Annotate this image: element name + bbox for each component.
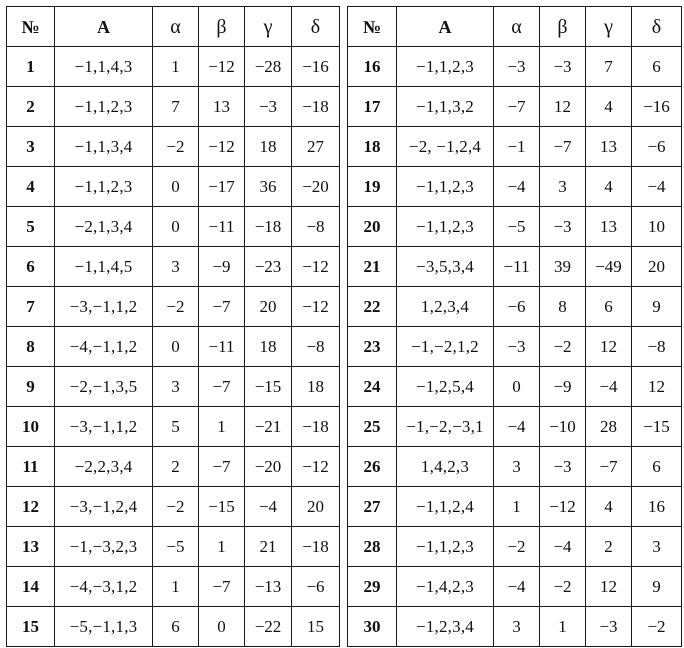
set-a: −1,4,2,3 bbox=[397, 567, 494, 607]
delta-value: −15 bbox=[632, 407, 682, 447]
gamma-value: 4 bbox=[586, 487, 632, 527]
variant-number: 26 bbox=[348, 447, 397, 487]
gamma-value: −18 bbox=[245, 207, 292, 247]
header-delta: δ bbox=[632, 7, 682, 47]
alpha-value: 7 bbox=[153, 87, 199, 127]
variant-number: 8 bbox=[7, 327, 55, 367]
table-row bbox=[7, 207, 340, 247]
gamma-value: −3 bbox=[586, 607, 632, 647]
delta-value: 15 bbox=[292, 607, 340, 647]
set-a: −1,1,2,3 bbox=[55, 87, 153, 127]
delta-value: −16 bbox=[632, 87, 682, 127]
table-row bbox=[348, 527, 682, 567]
table-row bbox=[7, 527, 340, 567]
alpha-value: 0 bbox=[153, 207, 199, 247]
gamma-value: −20 bbox=[245, 447, 292, 487]
set-a: −1,−2,1,2 bbox=[397, 327, 494, 367]
variant-number: 3 bbox=[7, 127, 55, 167]
beta-value: −3 bbox=[540, 447, 586, 487]
gamma-value: 4 bbox=[586, 167, 632, 207]
set-a: −1,1,2,3 bbox=[397, 47, 494, 87]
delta-value: 10 bbox=[632, 207, 682, 247]
beta-value: −17 bbox=[199, 167, 245, 207]
header-beta: β bbox=[199, 7, 245, 47]
table-row bbox=[7, 87, 340, 127]
gamma-value: 13 bbox=[586, 207, 632, 247]
alpha-value: −5 bbox=[153, 527, 199, 567]
variant-number: 19 bbox=[348, 167, 397, 207]
set-a: −1,1,2,3 bbox=[397, 207, 494, 247]
delta-value: −16 bbox=[292, 47, 340, 87]
alpha-value: −3 bbox=[494, 327, 540, 367]
table-row bbox=[7, 167, 340, 207]
gamma-value: −7 bbox=[586, 447, 632, 487]
alpha-value: −2 bbox=[153, 287, 199, 327]
delta-value: 16 bbox=[632, 487, 682, 527]
alpha-value: 3 bbox=[494, 607, 540, 647]
gamma-value: 21 bbox=[245, 527, 292, 567]
delta-value: −6 bbox=[292, 567, 340, 607]
delta-value: 3 bbox=[632, 527, 682, 567]
alpha-value: −4 bbox=[494, 407, 540, 447]
delta-value: −8 bbox=[292, 327, 340, 367]
beta-value: −4 bbox=[540, 527, 586, 567]
delta-value: −18 bbox=[292, 407, 340, 447]
beta-value: −7 bbox=[199, 567, 245, 607]
set-a: 1,2,3,4 bbox=[397, 287, 494, 327]
variant-number: 27 bbox=[348, 487, 397, 527]
gamma-value: 28 bbox=[586, 407, 632, 447]
alpha-value: −2 bbox=[153, 127, 199, 167]
gamma-value: 36 bbox=[245, 167, 292, 207]
delta-value: −18 bbox=[292, 87, 340, 127]
set-a: −1,2,3,4 bbox=[397, 607, 494, 647]
header-number: № bbox=[348, 7, 397, 47]
header-row bbox=[348, 7, 682, 47]
set-a: −1,−2,−3,1 bbox=[397, 407, 494, 447]
set-a: −3,−1,2,4 bbox=[55, 487, 153, 527]
alpha-value: 1 bbox=[153, 567, 199, 607]
gamma-value: 18 bbox=[245, 327, 292, 367]
alpha-value: 3 bbox=[494, 447, 540, 487]
delta-value: −18 bbox=[292, 527, 340, 567]
alpha-value: −5 bbox=[494, 207, 540, 247]
header-gamma: γ bbox=[245, 7, 292, 47]
beta-value: −11 bbox=[199, 207, 245, 247]
beta-value: 8 bbox=[540, 287, 586, 327]
gamma-value: 4 bbox=[586, 87, 632, 127]
header-set-a: A bbox=[55, 7, 153, 47]
delta-value: 20 bbox=[292, 487, 340, 527]
variant-number: 29 bbox=[348, 567, 397, 607]
delta-value: 18 bbox=[292, 367, 340, 407]
alpha-value: 0 bbox=[153, 167, 199, 207]
alpha-value: 6 bbox=[153, 607, 199, 647]
delta-value: 6 bbox=[632, 447, 682, 487]
table-row bbox=[7, 447, 340, 487]
delta-value: −20 bbox=[292, 167, 340, 207]
set-a: 1,4,2,3 bbox=[397, 447, 494, 487]
variants-table-right bbox=[347, 6, 682, 647]
gamma-value: −28 bbox=[245, 47, 292, 87]
delta-value: −2 bbox=[632, 607, 682, 647]
variant-number: 23 bbox=[348, 327, 397, 367]
variant-number: 24 bbox=[348, 367, 397, 407]
gamma-value: 2 bbox=[586, 527, 632, 567]
alpha-value: 1 bbox=[153, 47, 199, 87]
table-row bbox=[348, 287, 682, 327]
table-row bbox=[7, 367, 340, 407]
set-a: −3,−1,1,2 bbox=[55, 287, 153, 327]
alpha-value: 3 bbox=[153, 367, 199, 407]
table-row bbox=[7, 487, 340, 527]
set-a: −1,1,2,3 bbox=[55, 167, 153, 207]
beta-value: −7 bbox=[540, 127, 586, 167]
beta-value: 0 bbox=[199, 607, 245, 647]
set-a: −1,1,2,3 bbox=[397, 527, 494, 567]
gamma-value: −49 bbox=[586, 247, 632, 287]
gamma-value: −15 bbox=[245, 367, 292, 407]
variant-number: 30 bbox=[348, 607, 397, 647]
set-a: −4,−1,1,2 bbox=[55, 327, 153, 367]
set-a: −1,2,5,4 bbox=[397, 367, 494, 407]
variant-number: 25 bbox=[348, 407, 397, 447]
alpha-value: −4 bbox=[494, 567, 540, 607]
gamma-value: 12 bbox=[586, 327, 632, 367]
gamma-value: 12 bbox=[586, 567, 632, 607]
table-row bbox=[348, 447, 682, 487]
set-a: −1,1,2,3 bbox=[397, 167, 494, 207]
beta-value: 1 bbox=[199, 407, 245, 447]
alpha-value: −4 bbox=[494, 167, 540, 207]
table-row bbox=[348, 87, 682, 127]
table-row bbox=[348, 327, 682, 367]
beta-value: −12 bbox=[199, 127, 245, 167]
header-number: № bbox=[7, 7, 55, 47]
beta-value: −9 bbox=[540, 367, 586, 407]
set-a: −2, −1,2,4 bbox=[397, 127, 494, 167]
variant-number: 16 bbox=[348, 47, 397, 87]
variant-number: 10 bbox=[7, 407, 55, 447]
variant-number: 22 bbox=[348, 287, 397, 327]
beta-value: −3 bbox=[540, 207, 586, 247]
gamma-value: −4 bbox=[245, 487, 292, 527]
set-a: −2,−1,3,5 bbox=[55, 367, 153, 407]
header-set-a: A bbox=[397, 7, 494, 47]
beta-value: −7 bbox=[199, 287, 245, 327]
beta-value: 39 bbox=[540, 247, 586, 287]
header-delta: δ bbox=[292, 7, 340, 47]
gamma-value: 13 bbox=[586, 127, 632, 167]
variant-number: 12 bbox=[7, 487, 55, 527]
variant-number: 14 bbox=[7, 567, 55, 607]
beta-value: 13 bbox=[199, 87, 245, 127]
delta-value: 12 bbox=[632, 367, 682, 407]
variant-number: 13 bbox=[7, 527, 55, 567]
beta-value: −12 bbox=[199, 47, 245, 87]
gamma-value: −3 bbox=[245, 87, 292, 127]
gamma-value: −23 bbox=[245, 247, 292, 287]
table-row bbox=[7, 287, 340, 327]
table-row bbox=[7, 567, 340, 607]
beta-value: 3 bbox=[540, 167, 586, 207]
set-a: −2,2,3,4 bbox=[55, 447, 153, 487]
gamma-value: −13 bbox=[245, 567, 292, 607]
alpha-value: −3 bbox=[494, 47, 540, 87]
alpha-value: 2 bbox=[153, 447, 199, 487]
table-row bbox=[348, 367, 682, 407]
set-a: −1,−3,2,3 bbox=[55, 527, 153, 567]
set-a: −3,5,3,4 bbox=[397, 247, 494, 287]
alpha-value: −1 bbox=[494, 127, 540, 167]
alpha-value: 0 bbox=[494, 367, 540, 407]
variant-number: 21 bbox=[348, 247, 397, 287]
table-row bbox=[348, 607, 682, 647]
set-a: −1,1,3,4 bbox=[55, 127, 153, 167]
delta-value: −8 bbox=[632, 327, 682, 367]
variant-number: 18 bbox=[348, 127, 397, 167]
header-row bbox=[7, 7, 340, 47]
alpha-value: −2 bbox=[494, 527, 540, 567]
beta-value: −7 bbox=[199, 367, 245, 407]
alpha-value: −11 bbox=[494, 247, 540, 287]
variants-table-left bbox=[6, 6, 340, 647]
table-row bbox=[348, 487, 682, 527]
variant-number: 4 bbox=[7, 167, 55, 207]
delta-value: −12 bbox=[292, 287, 340, 327]
alpha-value: 5 bbox=[153, 407, 199, 447]
delta-value: −6 bbox=[632, 127, 682, 167]
delta-value: 6 bbox=[632, 47, 682, 87]
beta-value: −2 bbox=[540, 567, 586, 607]
table-row bbox=[348, 47, 682, 87]
set-a: −1,1,2,4 bbox=[397, 487, 494, 527]
variant-number: 1 bbox=[7, 47, 55, 87]
variant-number: 11 bbox=[7, 447, 55, 487]
beta-value: −11 bbox=[199, 327, 245, 367]
table-row bbox=[7, 607, 340, 647]
table-row bbox=[348, 247, 682, 287]
variant-number: 7 bbox=[7, 287, 55, 327]
variant-number: 17 bbox=[348, 87, 397, 127]
table-row bbox=[348, 407, 682, 447]
beta-value: −10 bbox=[540, 407, 586, 447]
header-alpha: α bbox=[153, 7, 199, 47]
beta-value: 12 bbox=[540, 87, 586, 127]
variant-number: 5 bbox=[7, 207, 55, 247]
alpha-value: 0 bbox=[153, 327, 199, 367]
gamma-value: −4 bbox=[586, 367, 632, 407]
alpha-value: −7 bbox=[494, 87, 540, 127]
beta-value: −2 bbox=[540, 327, 586, 367]
gamma-value: 7 bbox=[586, 47, 632, 87]
beta-value: −15 bbox=[199, 487, 245, 527]
gamma-value: 18 bbox=[245, 127, 292, 167]
table-row bbox=[7, 407, 340, 447]
table-row bbox=[348, 567, 682, 607]
header-beta: β bbox=[540, 7, 586, 47]
variant-number: 9 bbox=[7, 367, 55, 407]
variant-number: 6 bbox=[7, 247, 55, 287]
table-row bbox=[348, 127, 682, 167]
table-row bbox=[7, 327, 340, 367]
delta-value: 9 bbox=[632, 287, 682, 327]
gamma-value: −21 bbox=[245, 407, 292, 447]
beta-value: −12 bbox=[540, 487, 586, 527]
variant-number: 15 bbox=[7, 607, 55, 647]
delta-value: −4 bbox=[632, 167, 682, 207]
delta-value: 27 bbox=[292, 127, 340, 167]
delta-value: −12 bbox=[292, 247, 340, 287]
variant-number: 28 bbox=[348, 527, 397, 567]
variant-number: 20 bbox=[348, 207, 397, 247]
table-row bbox=[348, 167, 682, 207]
beta-value: 1 bbox=[540, 607, 586, 647]
set-a: −4,−3,1,2 bbox=[55, 567, 153, 607]
alpha-value: 1 bbox=[494, 487, 540, 527]
beta-value: 1 bbox=[199, 527, 245, 567]
set-a: −3,−1,1,2 bbox=[55, 407, 153, 447]
gamma-value: 6 bbox=[586, 287, 632, 327]
table-row bbox=[348, 207, 682, 247]
header-gamma: γ bbox=[586, 7, 632, 47]
variant-number: 2 bbox=[7, 87, 55, 127]
alpha-value: −6 bbox=[494, 287, 540, 327]
set-a: −1,1,4,5 bbox=[55, 247, 153, 287]
beta-value: −9 bbox=[199, 247, 245, 287]
alpha-value: 3 bbox=[153, 247, 199, 287]
gamma-value: 20 bbox=[245, 287, 292, 327]
table-row bbox=[7, 47, 340, 87]
alpha-value: −2 bbox=[153, 487, 199, 527]
beta-value: −7 bbox=[199, 447, 245, 487]
set-a: −1,1,3,2 bbox=[397, 87, 494, 127]
delta-value: 9 bbox=[632, 567, 682, 607]
gamma-value: −22 bbox=[245, 607, 292, 647]
beta-value: −3 bbox=[540, 47, 586, 87]
set-a: −2,1,3,4 bbox=[55, 207, 153, 247]
set-a: −5,−1,1,3 bbox=[55, 607, 153, 647]
delta-value: −8 bbox=[292, 207, 340, 247]
delta-value: −12 bbox=[292, 447, 340, 487]
table-row bbox=[7, 127, 340, 167]
delta-value: 20 bbox=[632, 247, 682, 287]
table-row bbox=[7, 247, 340, 287]
set-a: −1,1,4,3 bbox=[55, 47, 153, 87]
header-alpha: α bbox=[494, 7, 540, 47]
